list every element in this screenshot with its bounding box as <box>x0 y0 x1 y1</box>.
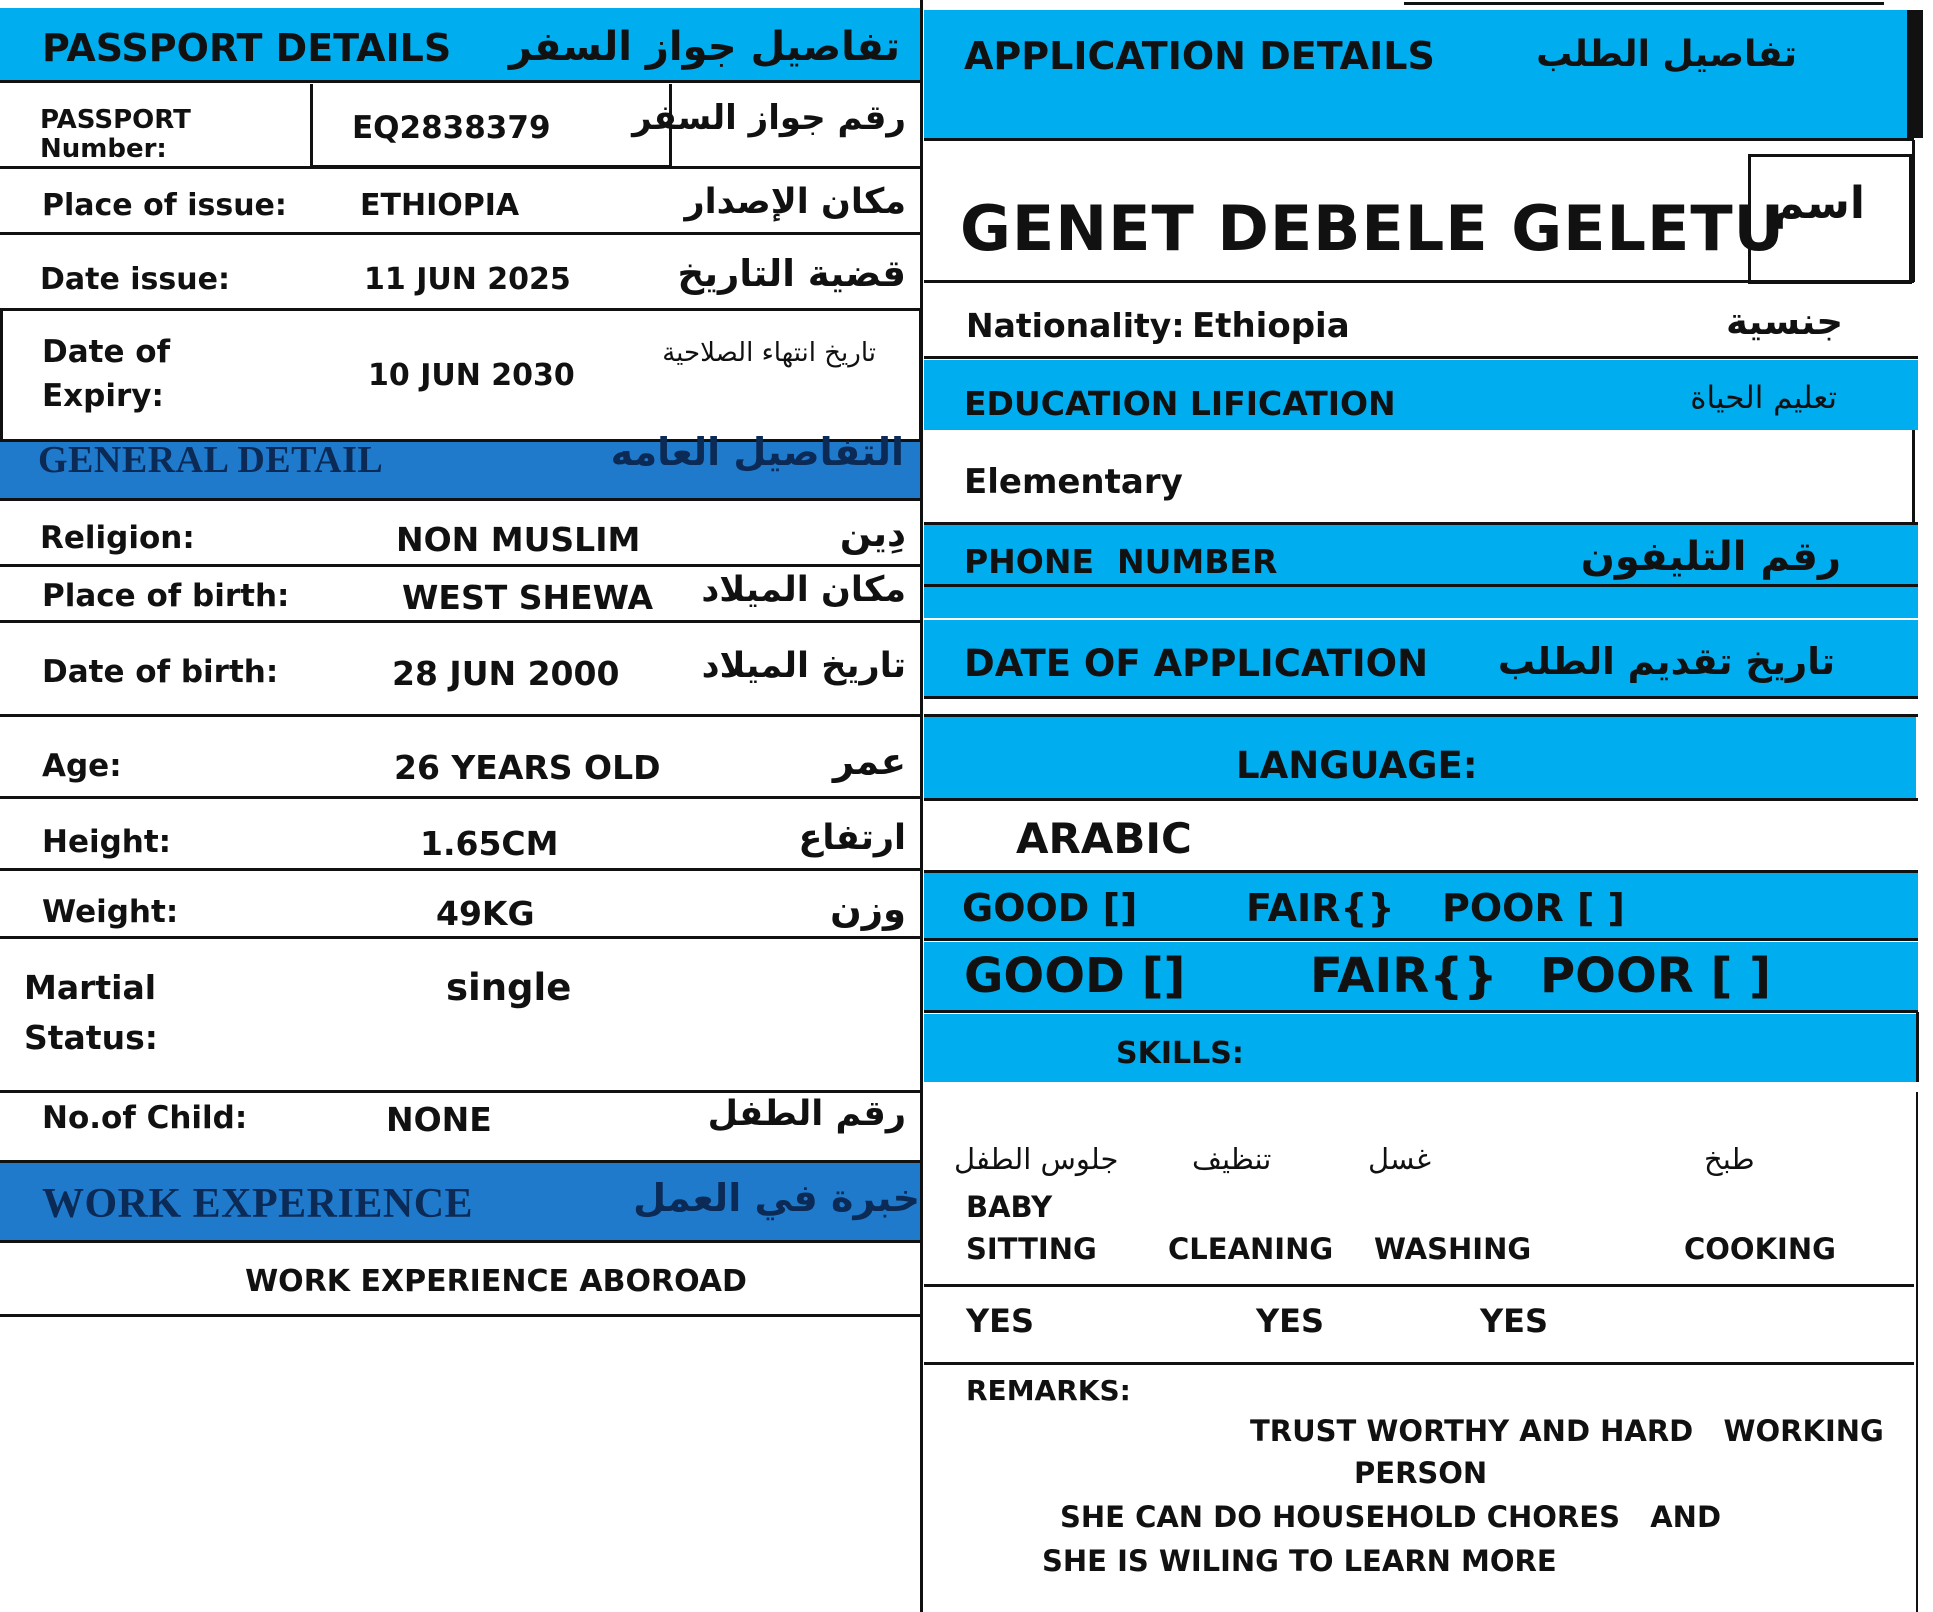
application-header-edge <box>1907 10 1923 138</box>
remarks-line-3: SHE CAN DO HOUSEHOLD CHORES AND <box>1060 1500 1722 1534</box>
skill-baby-en-1: BABY <box>966 1190 1053 1224</box>
birthplace-value: WEST SHEWA <box>402 578 654 617</box>
skill-baby-ar: جلوس الطفل <box>954 1142 1119 1176</box>
left-column <box>0 0 922 1612</box>
place-issue-ar: مكان الإصدار <box>684 182 906 222</box>
dob-label: Date of birth: <box>42 654 279 690</box>
rating-2-good: GOOD [] <box>964 948 1186 1004</box>
age-ar: عمر <box>832 740 906 783</box>
weight-ar: وزن <box>830 888 906 931</box>
education-label: EDUCATION LIFICATION <box>964 384 1396 423</box>
skill-baby-answer: YES <box>966 1302 1035 1340</box>
height-label: Height: <box>42 824 172 860</box>
column-divider <box>920 0 923 1612</box>
phone-label: PHONE NUMBER <box>964 542 1278 581</box>
language-label: LANGUAGE: <box>1236 744 1478 787</box>
application-header-en: APPLICATION DETAILS <box>964 34 1435 78</box>
birthplace-label: Place of birth: <box>42 578 290 614</box>
name-ar: اسم <box>1772 178 1865 229</box>
skill-cleaning-en: CLEANING <box>1168 1232 1334 1266</box>
passport-header-en: PASSPORT DETAILS <box>42 26 452 70</box>
general-header-ar: التفاصيل العامه <box>610 430 904 474</box>
skill-cooking-en: COOKING <box>1684 1232 1836 1266</box>
skills-header <box>924 1014 1918 1082</box>
children-value: NONE <box>386 1100 492 1139</box>
nationality-label: Nationality: <box>966 306 1185 345</box>
children-ar: رقم الطفل <box>707 1094 906 1134</box>
application-header-ar: تفاصيل الطلب <box>1536 34 1797 75</box>
age-value: 26 YEARS OLD <box>394 748 661 787</box>
date-application-label: DATE OF APPLICATION <box>964 642 1429 685</box>
nationality-ar: جنسية <box>1726 300 1843 343</box>
applicant-name: GENET DEBELE GELETU <box>960 192 1785 265</box>
height-value: 1.65CM <box>420 824 559 863</box>
passport-header-ar: تفاصيل جواز السفر <box>508 24 900 70</box>
age-label: Age: <box>42 748 122 784</box>
skill-cooking-ar: طبخ <box>1704 1142 1755 1176</box>
children-label: No.of Child: <box>42 1100 248 1136</box>
education-value: Elementary <box>964 462 1183 502</box>
work-abroad-label: WORK EXPERIENCE ABOROAD <box>245 1264 747 1299</box>
height-ar: ارتفاع <box>798 818 906 858</box>
religion-label: Religion: <box>40 520 195 556</box>
weight-label: Weight: <box>42 894 179 930</box>
skill-washing-ar: غسل <box>1368 1142 1431 1176</box>
skill-baby-en-2: SITTING <box>966 1232 1097 1266</box>
marital-value: single <box>446 966 572 1009</box>
rating-1-poor: POOR [ ] <box>1442 886 1625 930</box>
place-issue-label: Place of issue: <box>42 188 287 223</box>
expiry-ar: تاريخ انتهاء الصلاحية <box>662 338 876 368</box>
remarks-line-1: TRUST WORTHY AND HARD WORKING <box>1250 1414 1884 1448</box>
work-header-ar: خبرة في العمل <box>633 1176 920 1220</box>
work-header-en: WORK EXPERIENCE <box>42 1181 474 1227</box>
skill-cleaning-answer: YES <box>1256 1302 1325 1340</box>
right-column <box>924 0 1933 1612</box>
expiry-label-1: Date of <box>42 334 171 370</box>
dob-ar: تاريخ الميلاد <box>701 646 906 686</box>
marital-label-1: Martial <box>24 968 157 1007</box>
date-issue-label: Date issue: <box>40 262 230 297</box>
rating-2-poor: POOR [ ] <box>1540 948 1772 1004</box>
date-issue-ar: قضية التاريخ <box>677 252 906 295</box>
date-application-ar: تاريخ تقديم الطلب <box>1497 640 1835 683</box>
rating-1-fair: FAIR{} <box>1246 886 1395 930</box>
rating-2-fair: FAIR{} <box>1310 948 1498 1004</box>
skill-washing-answer: YES <box>1480 1302 1549 1340</box>
religion-value: NON MUSLIM <box>396 520 641 559</box>
language-value: ARABIC <box>1016 814 1192 863</box>
phone-ar: رقم التليفون <box>1580 534 1841 580</box>
passport-number-ar: رقم جواز السفر <box>632 98 906 138</box>
education-ar: تعليم الحياة <box>1690 380 1837 416</box>
weight-value: 49KG <box>436 894 535 933</box>
passport-number-value: EQ2838379 <box>352 110 551 146</box>
remarks-label: REMARKS: <box>966 1374 1131 1407</box>
place-issue-value: ETHIOPIA <box>360 188 520 223</box>
skill-cleaning-ar: تنظيف <box>1192 1142 1272 1176</box>
date-issue-value: 11 JUN 2025 <box>364 262 571 297</box>
general-header-en: GENERAL DETAIL <box>38 439 384 481</box>
expiry-value: 10 JUN 2030 <box>368 358 575 393</box>
marital-label-2: Status: <box>24 1018 158 1057</box>
skill-washing-en: WASHING <box>1374 1232 1532 1266</box>
skills-label: SKILLS: <box>1116 1036 1244 1071</box>
rating-1-good: GOOD [] <box>962 886 1138 930</box>
passport-number-label: PASSPORT Number: <box>40 105 191 164</box>
remarks-line-2: PERSON <box>1354 1456 1488 1490</box>
nationality-value: Ethiopia <box>1192 306 1350 346</box>
remarks-line-4: SHE IS WILING TO LEARN MORE <box>1042 1544 1557 1578</box>
birthplace-ar: مكان الميلاد <box>701 570 906 610</box>
dob-value: 28 JUN 2000 <box>392 654 620 693</box>
religion-ar: دِين <box>839 512 906 555</box>
expiry-label-2: Expiry: <box>42 378 164 414</box>
